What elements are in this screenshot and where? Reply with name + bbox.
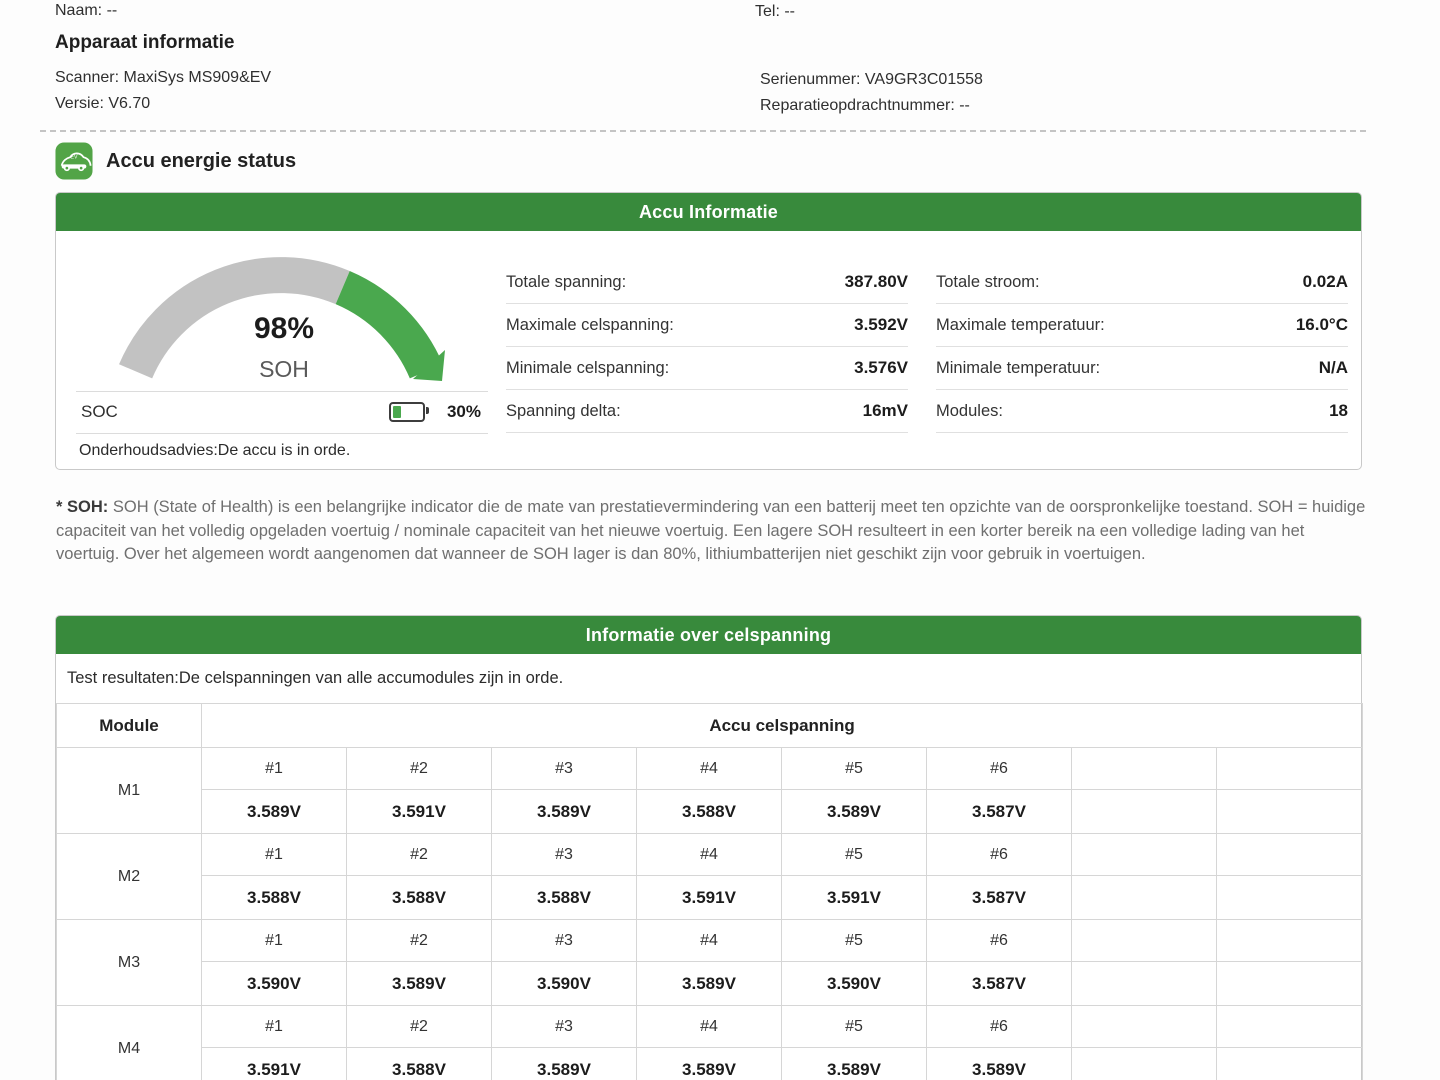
metric-label: Minimale celspanning: <box>506 358 670 377</box>
metric-label: Maximale celspanning: <box>506 315 674 334</box>
accu-informatie-header: Accu Informatie <box>56 193 1361 231</box>
accu-celspanning-column-header: Accu celspanning <box>202 704 1363 748</box>
cell-index: #5 <box>782 834 927 876</box>
device-info-title: Apparaat informatie <box>55 32 235 53</box>
cell-voltage: 3.591V <box>347 790 492 834</box>
cell-index: #4 <box>637 834 782 876</box>
cell-index: #6 <box>927 748 1072 790</box>
soc-row <box>81 393 483 431</box>
empty-cell <box>1072 876 1217 920</box>
table-row <box>57 834 1363 876</box>
empty-cell <box>1072 834 1217 876</box>
cell-index: #3 <box>492 920 637 962</box>
metric-row <box>506 261 908 304</box>
divider <box>76 391 488 392</box>
cell-voltage: 3.590V <box>782 962 927 1006</box>
metric-label: Maximale temperatuur: <box>936 315 1105 334</box>
metric-row <box>506 390 908 433</box>
table-header-row <box>57 704 1363 748</box>
cell-voltage: 3.589V <box>637 962 782 1006</box>
cell-voltage: 3.587V <box>927 876 1072 920</box>
table-row <box>57 748 1363 790</box>
cell-index: #1 <box>202 834 347 876</box>
soh-note <box>56 496 1368 567</box>
metric-row <box>506 347 908 390</box>
metric-value: 387.80V <box>844 272 908 291</box>
cell-index: #1 <box>202 1006 347 1048</box>
empty-cell <box>1217 748 1363 790</box>
empty-cell <box>1217 834 1363 876</box>
reparatieopdrachtnummer-field: Reparatieopdrachtnummer: -- <box>760 97 970 114</box>
metric-value: 16.0°C <box>1295 315 1348 334</box>
metric-label: Totale spanning: <box>506 272 627 291</box>
cell-voltage: 3.589V <box>782 790 927 834</box>
metric-value: 0.02A <box>1302 272 1348 291</box>
module-name: M3 <box>57 920 202 1006</box>
metric-value: 18 <box>1329 401 1348 420</box>
empty-cell <box>1072 748 1217 790</box>
cell-voltage: 3.589V <box>927 1048 1072 1080</box>
empty-cell <box>1217 1048 1363 1080</box>
cell-voltage-table <box>56 703 1363 1080</box>
scanner-field: Scanner: MaxiSys MS909&EV <box>55 69 272 86</box>
cell-voltage: 3.587V <box>927 962 1072 1006</box>
ev-car-icon <box>55 142 93 180</box>
table-row <box>57 1048 1363 1080</box>
versie-field: Versie: V6.70 <box>55 95 151 112</box>
soc-value: 30% <box>446 402 481 421</box>
empty-cell <box>1217 1006 1363 1048</box>
soh-note-body: SOH (State of Health) is een belangrijke indicator die de mate van prestatievermindering van een batterij meet ten opzichte van de oorspronkelijke toestand. SOH = huidige capaciteit van het volledig opgeladen voertuig / nominale capaciteit van het nieuwe voertuig. Een lagere SOH resulteert in een korter bereik na een volledige lading van het voertuig. Over het algemeen wordt aangenomen dat wanneer de SOH lager is dan 80%, lithiumbatterijen niet geschikt zijn voor gebruik in voertuigen. <box>56 498 1366 563</box>
cell-index: #4 <box>637 1006 782 1048</box>
soc-label: SOC <box>81 402 118 421</box>
dashed-separator <box>40 130 1366 132</box>
metrics-column-right <box>936 261 1348 433</box>
cell-voltage: 3.588V <box>347 876 492 920</box>
cell-index: #2 <box>347 748 492 790</box>
metric-value: 3.592V <box>854 315 908 334</box>
metric-value: 16mV <box>862 401 908 420</box>
empty-cell <box>1072 1006 1217 1048</box>
accu-informatie-panel <box>55 192 1362 470</box>
cell-index: #6 <box>927 834 1072 876</box>
cell-voltage: 3.591V <box>782 876 927 920</box>
table-row <box>57 1006 1363 1048</box>
cell-index: #2 <box>347 834 492 876</box>
cell-voltage: 3.589V <box>202 790 347 834</box>
cell-index: #4 <box>637 748 782 790</box>
metric-row <box>506 304 908 347</box>
cell-voltage: 3.589V <box>782 1048 927 1080</box>
metric-row <box>936 347 1348 390</box>
cell-index: #5 <box>782 1006 927 1048</box>
empty-cell <box>1217 962 1363 1006</box>
metric-label: Totale stroom: <box>936 272 1040 291</box>
cell-index: #5 <box>782 748 927 790</box>
cell-voltage: 3.588V <box>492 876 637 920</box>
celspanning-header: Informatie over celspanning <box>56 616 1361 654</box>
soh-gauge <box>76 243 488 391</box>
cell-voltage: 3.588V <box>347 1048 492 1080</box>
battery-icon <box>389 402 425 422</box>
metrics-column-left <box>506 261 908 433</box>
metric-row <box>936 261 1348 304</box>
table-row <box>57 962 1363 1006</box>
metric-value: 3.576V <box>854 358 908 377</box>
metric-row <box>936 390 1348 433</box>
cell-index: #3 <box>492 748 637 790</box>
cell-voltage: 3.587V <box>927 790 1072 834</box>
cell-voltage: 3.591V <box>637 876 782 920</box>
cell-index: #4 <box>637 920 782 962</box>
cell-index: #6 <box>927 920 1072 962</box>
cell-index: #1 <box>202 920 347 962</box>
metric-label: Modules: <box>936 401 1003 420</box>
maintenance-advice: Onderhoudsadvies:De accu is in orde. <box>79 442 351 459</box>
serienummer-field: Serienummer: VA9GR3C01558 <box>760 71 983 88</box>
section-title: Accu energie status <box>106 149 297 172</box>
empty-cell <box>1217 790 1363 834</box>
cell-voltage: 3.589V <box>637 1048 782 1080</box>
cell-voltage: 3.589V <box>347 962 492 1006</box>
cell-index: #2 <box>347 1006 492 1048</box>
svg-text:EV: EV <box>70 154 78 161</box>
section-header <box>55 142 296 180</box>
metric-row <box>936 304 1348 347</box>
empty-cell <box>1217 920 1363 962</box>
cell-index: #5 <box>782 920 927 962</box>
metric-value: N/A <box>1318 358 1348 377</box>
test-result-line: Test resultaten:De celspanningen van alle accumodules zijn in orde. <box>67 669 564 687</box>
table-row <box>57 920 1363 962</box>
cell-voltage: 3.588V <box>637 790 782 834</box>
cell-voltage: 3.590V <box>202 962 347 1006</box>
soh-value: 98% <box>253 312 315 345</box>
metric-label: Spanning delta: <box>506 401 621 420</box>
soh-note-lead: * SOH: <box>56 498 109 516</box>
cell-index: #3 <box>492 1006 637 1048</box>
module-column-header: Module <box>57 704 202 748</box>
module-name: M4 <box>57 1006 202 1080</box>
table-row <box>57 876 1363 920</box>
cell-voltage: 3.588V <box>202 876 347 920</box>
cell-voltage: 3.589V <box>492 790 637 834</box>
cell-voltage: 3.590V <box>492 962 637 1006</box>
module-name: M2 <box>57 834 202 920</box>
cell-index: #3 <box>492 834 637 876</box>
empty-cell <box>1072 790 1217 834</box>
cell-index: #2 <box>347 920 492 962</box>
empty-cell <box>1072 920 1217 962</box>
cell-voltage: 3.589V <box>492 1048 637 1080</box>
naam-field: Naam: -- <box>55 2 118 19</box>
module-name: M1 <box>57 748 202 834</box>
table-row <box>57 790 1363 834</box>
tel-field: Tel: -- <box>755 3 795 20</box>
metric-label: Minimale temperatuur: <box>936 358 1101 377</box>
cell-index: #6 <box>927 1006 1072 1048</box>
empty-cell <box>1072 962 1217 1006</box>
cell-voltage: 3.591V <box>202 1048 347 1080</box>
empty-cell <box>1072 1048 1217 1080</box>
cell-index: #1 <box>202 748 347 790</box>
empty-cell <box>1217 876 1363 920</box>
celspanning-panel <box>55 615 1362 1080</box>
soh-label: SOH <box>259 356 309 382</box>
divider <box>76 433 488 434</box>
